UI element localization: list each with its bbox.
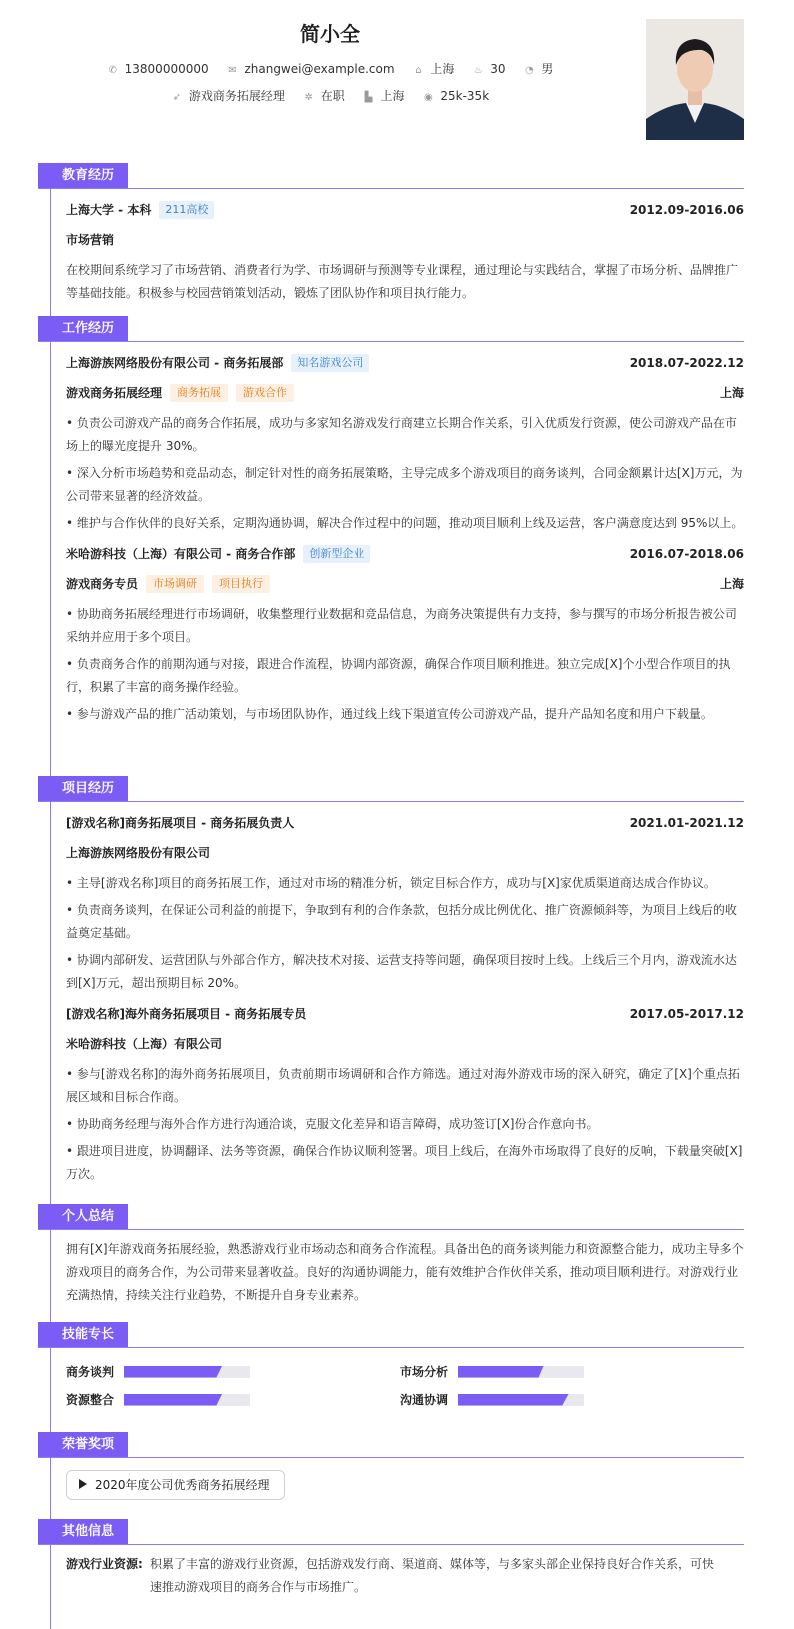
list-item bbox=[66, 1063, 744, 1109]
project-item bbox=[66, 810, 744, 995]
skill-item bbox=[66, 1389, 250, 1409]
school-degree: 上海大学 - 本科 bbox=[66, 203, 152, 217]
other-section bbox=[38, 1519, 744, 1619]
education-header-row bbox=[66, 197, 744, 223]
section-divider bbox=[38, 1457, 744, 1458]
skill-name: 资源整合 bbox=[66, 1392, 115, 1407]
email-text: zhangwei@example.com bbox=[244, 62, 395, 76]
candidate-name: 简小全 bbox=[300, 22, 360, 46]
skill-bar-fill bbox=[124, 1366, 222, 1378]
education-title: 教育经历 bbox=[38, 163, 128, 189]
work-location: 上海 bbox=[719, 577, 744, 591]
projects-title: 项目经历 bbox=[38, 776, 128, 802]
target-position-info bbox=[171, 87, 285, 104]
company-tag: 创新型企业 bbox=[303, 545, 370, 563]
project-company: 米哈游科技（上海）有限公司 bbox=[66, 1037, 223, 1051]
summary-body bbox=[66, 1238, 744, 1307]
age-info bbox=[472, 62, 505, 76]
project-period: 2021.01-2021.12 bbox=[629, 816, 744, 830]
summary-text: 拥有[X]年游戏商务拓展经验，熟悉游戏行业市场动态和商务合作流程。具备出色的商务谈判能力和资源整合能力，成功主导多个游戏项目的商务合作，为公司带来显著收益。良好的沟通协调能力，能有效维护合作伙伴关系，推动项目顺利进行。对游戏行业充满热情，持续关注行业趋势，不断提升自身专业素养。 bbox=[66, 1242, 744, 1302]
summary-section bbox=[38, 1204, 744, 1314]
gender-icon: ◔ bbox=[524, 65, 534, 76]
skill-bar bbox=[458, 1394, 584, 1406]
skill-bar bbox=[124, 1366, 250, 1378]
skill-bar-fill bbox=[458, 1366, 544, 1378]
education-period: 2012.09-2016.06 bbox=[629, 203, 744, 217]
status-text: 在职 bbox=[320, 89, 345, 103]
city-text: 上海 bbox=[430, 62, 455, 76]
school-tag: 211高校 bbox=[159, 201, 214, 219]
other-body bbox=[66, 1553, 744, 1613]
position-tag: 市场调研 bbox=[146, 575, 204, 593]
contact-row bbox=[0, 60, 660, 77]
projects-body bbox=[66, 810, 744, 1190]
project-bullets bbox=[66, 872, 744, 995]
project-name-row bbox=[66, 810, 744, 836]
list-item bbox=[66, 412, 744, 458]
list-item bbox=[66, 653, 744, 699]
position-tag: 项目执行 bbox=[212, 575, 270, 593]
project-company-row bbox=[66, 840, 744, 866]
phone-info bbox=[107, 62, 209, 76]
cake-icon: ♨ bbox=[473, 65, 483, 76]
project-name: [游戏名称]海外商务拓展项目 - 商务拓展专员 bbox=[66, 1007, 307, 1021]
project-name: [游戏名称]商务拓展项目 - 商务拓展负责人 bbox=[66, 816, 295, 830]
phone-text: 13800000000 bbox=[124, 62, 209, 76]
skill-bar-fill bbox=[458, 1394, 569, 1406]
project-company: 上海游族网络股份有限公司 bbox=[66, 846, 211, 860]
project-company-row bbox=[66, 1031, 744, 1057]
project-bullets bbox=[66, 1063, 744, 1186]
target-position-text: 游戏商务拓展经理 bbox=[188, 89, 285, 103]
work-period: 2018.07-2022.12 bbox=[629, 356, 744, 370]
work-position: 游戏商务专员 bbox=[66, 577, 139, 591]
skill-bar bbox=[458, 1366, 584, 1378]
bullet-text: • 协助商务经理与海外合作方进行沟通洽谈，克服文化差异和语言障碍，成功签订[X]份合作意向书。 bbox=[66, 1117, 599, 1131]
bullet-text: • 负责商务谈判，在保证公司利益的前提下，争取到有利的合作条款，包括分成比例优化、推广资源倾斜等，为项目上线后的收益奠定基础。 bbox=[66, 903, 737, 940]
project-name-row bbox=[66, 1001, 744, 1027]
list-item bbox=[66, 949, 744, 995]
profile-photo-illustration bbox=[646, 19, 744, 140]
work-bullets bbox=[66, 603, 744, 726]
project-period: 2017.05-2017.12 bbox=[629, 1007, 744, 1021]
mail-icon: ✉ bbox=[228, 65, 237, 76]
work-company-row bbox=[66, 541, 744, 567]
section-divider bbox=[38, 188, 744, 189]
job-intent-row bbox=[0, 87, 660, 104]
work-company-row bbox=[66, 350, 744, 376]
status-info bbox=[303, 87, 345, 104]
skill-bar bbox=[124, 1394, 250, 1406]
salary-info bbox=[422, 89, 489, 103]
send-icon: ➶ bbox=[172, 92, 182, 103]
skill-name: 市场分析 bbox=[400, 1364, 449, 1379]
skill-bar-fill bbox=[124, 1394, 222, 1406]
phone-icon: ✆ bbox=[108, 65, 117, 76]
skill-item bbox=[400, 1361, 584, 1381]
work-period: 2016.07-2018.06 bbox=[629, 547, 744, 561]
honors-title: 荣誉奖项 bbox=[38, 1432, 128, 1458]
gender-text: 男 bbox=[541, 62, 554, 76]
email-info bbox=[226, 62, 394, 76]
skill-name: 商务谈判 bbox=[66, 1364, 115, 1379]
bullet-text: • 参与[游戏名称]的海外商务拓展项目，负责前期市场调研和合作方筛选。通过对海外游戏市场的深入研究，确定了[X]个重点拓展区域和目标合作商。 bbox=[66, 1067, 740, 1104]
position-tag: 游戏合作 bbox=[236, 384, 294, 402]
target-city-text: 上海 bbox=[380, 89, 405, 103]
major-row bbox=[66, 227, 744, 253]
skills-section bbox=[38, 1322, 744, 1412]
work-section bbox=[38, 316, 744, 736]
work-company: 上海游族网络股份有限公司 - 商务拓展部 bbox=[66, 356, 284, 370]
section-divider bbox=[38, 801, 744, 802]
section-divider bbox=[38, 1229, 744, 1230]
salary-text: 25k-35k bbox=[440, 89, 490, 103]
honors-section bbox=[38, 1432, 744, 1512]
bullet-text: • 协助商务拓展经理进行市场调研，收集整理行业数据和竞品信息，为商务决策提供有力支持，参与撰写的市场分析报告被公司采纳并应用于多个项目。 bbox=[66, 607, 737, 644]
other-title: 其他信息 bbox=[38, 1519, 128, 1545]
bullet-text: • 协调内部研发、运营团队与外部合作方，解决技术对接、运营支持等问题，确保项目按时上线。上线后三个月内，游戏流水达到[X]万元，超出预期目标 20%。 bbox=[66, 953, 737, 990]
gear-icon: ✲ bbox=[304, 92, 313, 103]
home-icon: ⌂ bbox=[415, 65, 422, 76]
list-item bbox=[66, 1113, 744, 1136]
bullet-text: • 负责商务合作的前期沟通与对接，跟进合作流程，协调内部资源，确保合作项目顺利推进。独立完成[X]个小型合作项目的执行，积累了丰富的商务操作经验。 bbox=[66, 657, 731, 694]
honor-text: 2020年度公司优秀商务拓展经理 bbox=[95, 1478, 270, 1492]
list-item bbox=[66, 899, 744, 945]
section-divider bbox=[38, 1347, 744, 1348]
building-icon: ▙ bbox=[364, 92, 373, 103]
city-info bbox=[412, 60, 454, 77]
work-company: 米哈游科技（上海）有限公司 - 商务合作部 bbox=[66, 547, 296, 561]
projects-section bbox=[38, 776, 744, 1181]
skills-title: 技能专长 bbox=[38, 1322, 128, 1348]
education-section bbox=[38, 163, 744, 303]
summary-title: 个人总结 bbox=[38, 1204, 128, 1230]
skill-name: 沟通协调 bbox=[400, 1392, 449, 1407]
major: 市场营销 bbox=[66, 233, 115, 247]
work-position-row bbox=[66, 571, 744, 597]
list-item bbox=[66, 603, 744, 649]
bullet-text: • 深入分析市场趋势和竞品动态，制定针对性的商务拓展策略，主导完成多个游戏项目的商务谈判，合同金额累计达[X]万元，为公司带来显著的经济效益。 bbox=[66, 466, 743, 503]
section-divider bbox=[38, 1544, 744, 1545]
bullet-text: • 主导[游戏名称]项目的商务拓展工作，通过对市场的精准分析，锁定目标合作方，成功与[X]家优质渠道商达成合作协议。 bbox=[66, 876, 716, 890]
section-divider bbox=[38, 341, 744, 342]
work-body bbox=[66, 350, 744, 730]
project-item bbox=[66, 1001, 744, 1186]
skill-item bbox=[400, 1389, 584, 1409]
profile-photo bbox=[646, 19, 744, 140]
work-item bbox=[66, 541, 744, 726]
list-item bbox=[66, 512, 744, 535]
target-city-info bbox=[363, 87, 405, 104]
work-bullets bbox=[66, 412, 744, 535]
other-text: 积累了丰富的游戏行业资源，包括游戏发行商、渠道商、媒体等，与多家头部企业保持良好合作关系，可快速推动游戏项目的商务合作与市场推广。 bbox=[150, 1557, 715, 1594]
work-position-row bbox=[66, 380, 744, 406]
list-item bbox=[66, 1140, 744, 1186]
money-icon: ◉ bbox=[424, 92, 433, 103]
bullet-text: • 维护与合作伙伴的良好关系，定期沟通协调，解决合作过程中的问题，推动项目顺利上线及运营，客户满意度达到 95%以上。 bbox=[66, 516, 744, 530]
position-tag: 商务拓展 bbox=[170, 384, 228, 402]
list-item bbox=[66, 703, 744, 726]
other-label: 游戏行业资源: bbox=[66, 1557, 143, 1571]
education-body bbox=[66, 197, 744, 305]
bullet-text: • 负责公司游戏产品的商务合作拓展，成功与多家知名游戏发行商建立长期合作关系，引入优质发行资源，使公司游戏产品在市场上的曝光度提升 30%。 bbox=[66, 416, 737, 453]
list-item bbox=[66, 462, 744, 508]
honor-item bbox=[66, 1470, 285, 1500]
age-text: 30 bbox=[490, 62, 506, 76]
work-position: 游戏商务拓展经理 bbox=[66, 386, 163, 400]
company-tag: 知名游戏公司 bbox=[291, 354, 369, 372]
gender-info bbox=[523, 60, 553, 77]
education-description: 在校期间系统学习了市场营销、消费者行为学、市场调研与预测等专业课程，通过理论与实践结合，掌握了市场分析、品牌推广等基础技能。积极参与校园营销策划活动，锻炼了团队协作和项目执行能力。 bbox=[66, 263, 739, 300]
skill-item bbox=[66, 1361, 250, 1381]
work-location: 上海 bbox=[719, 386, 744, 400]
work-item bbox=[66, 350, 744, 535]
work-title: 工作经历 bbox=[38, 316, 128, 342]
list-item bbox=[66, 872, 744, 895]
bullet-text: • 跟进项目进度，协调翻译、法务等资源，确保合作协议顺利签署。项目上线后，在海外市场取得了良好的反响，下载量突破[X]万次。 bbox=[66, 1144, 743, 1181]
bullet-text: • 参与游戏产品的推广活动策划，与市场团队协作，通过线上线下渠道宣传公司游戏产品，提升产品知名度和用户下载量。 bbox=[66, 707, 713, 721]
triangle-icon bbox=[79, 1479, 87, 1489]
